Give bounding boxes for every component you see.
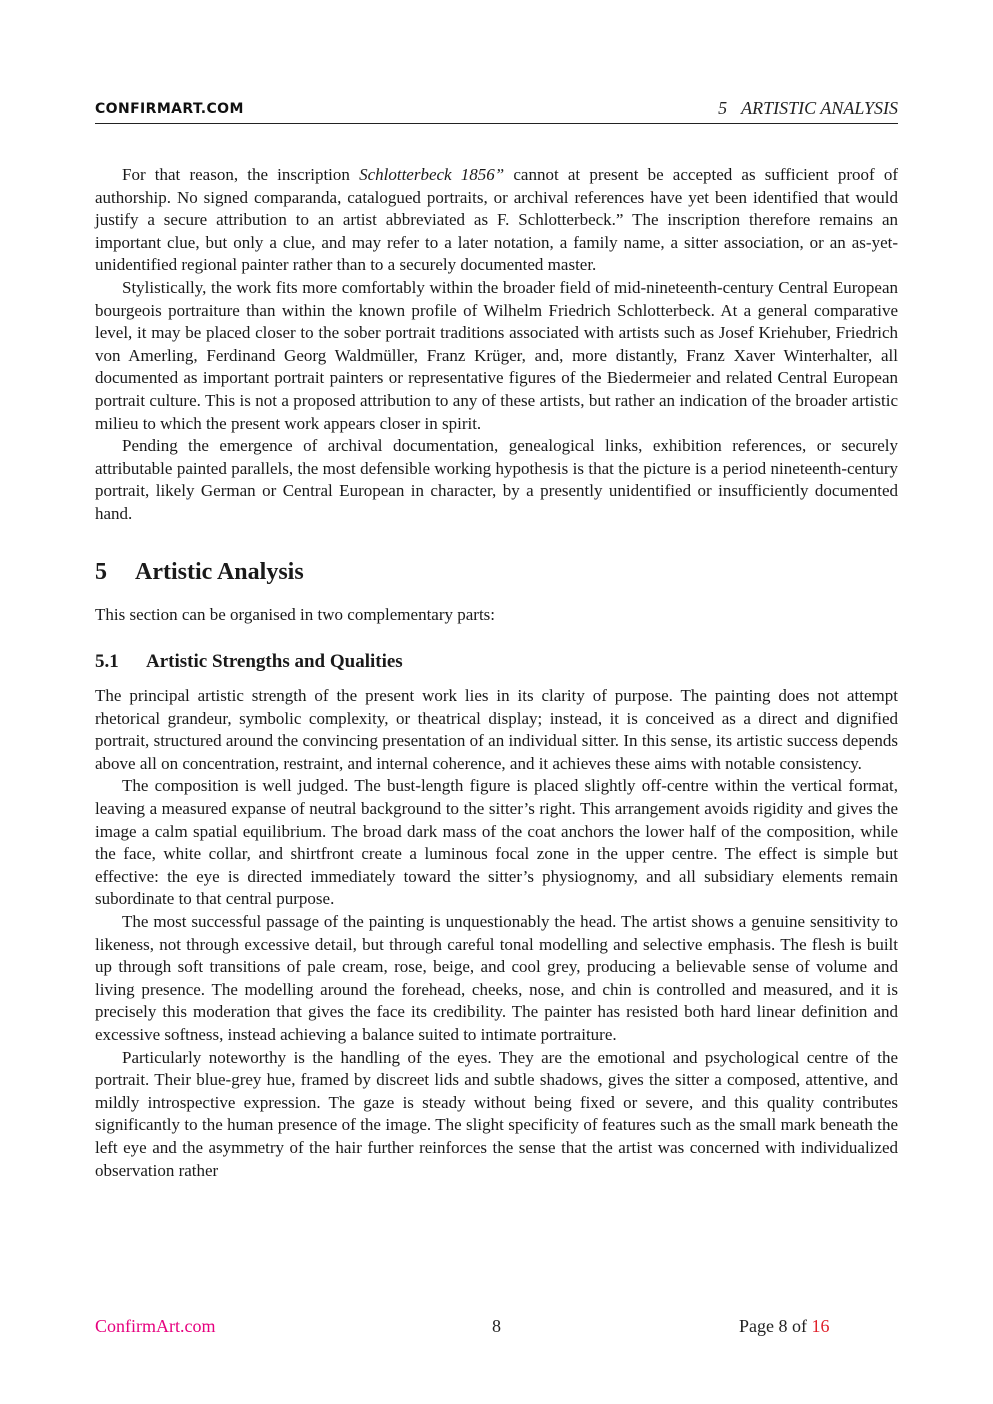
page-content: [95, 164, 898, 1182]
paragraph-text: cannot at present be accepted as sufficient proof of authorship. No signed comparanda, catalogued portraits, or archival references have yet been identified that would justify a secure attribution to an artist abbreviated as F. Schlotterbeck.” The inscription therefore remains an important clue, but only a clue, and may refer to a later notation, a family name, a sitter association, or an as-yet-unidentified regional painter rather than to a securely documented master.: [95, 165, 898, 275]
footer-total-pages-link[interactable]: 16: [811, 1316, 830, 1336]
section-intro: This section can be organised in two complementary parts:: [95, 604, 496, 624]
section-title: Artistic Analysis: [135, 558, 304, 585]
running-head-number: 5: [718, 98, 728, 118]
section-number: 5: [95, 558, 107, 585]
page-footer: [95, 1316, 898, 1338]
paragraph-strength: The principal artistic strength of the present work lies in its clarity of purpose. The painting does not attempt rhetorical grandeur, symbolic complexity, or theatrical display; instead, it is conceived as a direct and dignified portrait, structured around the convincing presentation of an individual sitter. In this sense, its artistic success depends above all on concentration, restraint, and internal coherence, and it achieves these aims with notable consistency.: [95, 686, 898, 773]
footer-page-prefix: Page 8 of: [739, 1316, 812, 1336]
paragraph-stylistic: Stylistically, the work fits more comfortably within the broader field of mid-nineteenth-century Central European bourgeois portraiture than within the known profile of Wilhelm Friedrich Schlotterbeck. At a general comparative level, it may be placed closer to the sober portrait traditions associated with artists such as Josef Kriehuber, Friedrich von Amerling, Ferdinand Georg Waldmüller, Franz Krüger, and, more distantly, Franz Xaver Winterhalter, all documented as important portrait painters or representative figures of the Biedermeier and related Central European portrait culture. This is not a proposed attribution to any of these artists, but rather an indication of the broader artistic milieu to which the present work appears closer in spirit.: [95, 277, 898, 433]
section-heading: [95, 557, 898, 587]
subsection-heading: [95, 650, 898, 674]
running-head: [718, 98, 898, 119]
footer-page-number: 8: [492, 1316, 501, 1336]
confirmart-logo: CONFIRMART.COM: [95, 101, 244, 117]
footer-site-link[interactable]: ConfirmArt.com: [95, 1316, 216, 1336]
subsection-title: Artistic Strengths and Qualities: [146, 651, 403, 673]
page-header: [95, 97, 898, 124]
subsection-number: 5.1: [95, 651, 119, 673]
paragraph-hypothesis: Pending the emergence of archival documentation, genealogical links, exhibition references, or securely attributable painted parallels, the most defensible working hypothesis is that the picture is a period nineteenth-century portrait, likely German or Central European in character, by a presently unidentified or insufficiently documented hand.: [95, 436, 898, 523]
inscription-italic: Schlotterbeck 1856”: [359, 165, 505, 184]
paragraph-inscription: [95, 164, 898, 277]
paragraph-eyes: Particularly noteworthy is the handling of the eyes. They are the emotional and psychological centre of the portrait. Their blue-grey hue, framed by discreet lids and subtle shadows, gives the sitter a composed, attentive, and mildly introspective expression. The gaze is steady without being fixed or severe, and this quality contributes significantly to the human presence of the image. The slight specificity of features such as the small mark beneath the left eye and the asymmetry of the hair further reinforces the sense that the artist was concerned with individualized observation rather: [95, 1047, 898, 1180]
running-head-title: ARTISTIC ANALYSIS: [741, 98, 898, 118]
paragraph-head: The most successful passage of the painting is unquestionably the head. The artist shows a genuine sensitivity to likeness, not through excessive detail, but through careful tonal modelling and selective emphasis. The flesh is built up through soft transitions of pale cream, rose, beige, and cool grey, producing a believable sense of volume and living presence. The modelling around the forehead, cheeks, nose, and chin is controlled and measured, and it is precisely this moderation that gives the face its credibility. The painter has resisted both hard linear definition and excessive softness, instead achieving a balance suited to intimate portraiture.: [95, 912, 898, 1044]
paragraph-composition: The composition is well judged. The bust-length figure is placed slightly off-centre within the vertical format, leaving a measured expanse of neutral background to the sitter’s right. This arrangement avoids rigidity and gives the image a calm spatial equilibrium. The broad dark mass of the coat anchors the lower half of the composition, while the face, white collar, and shirtfront create a luminous focal zone in the upper centre. The effect is simple but effective: the eye is directed immediately toward the sitter’s physiognomy, and all subsidiary elements remain subordinate to that central purpose.: [95, 776, 898, 909]
paragraph-text: For that reason, the inscription: [122, 165, 360, 184]
footer-page-count: [739, 1316, 829, 1337]
